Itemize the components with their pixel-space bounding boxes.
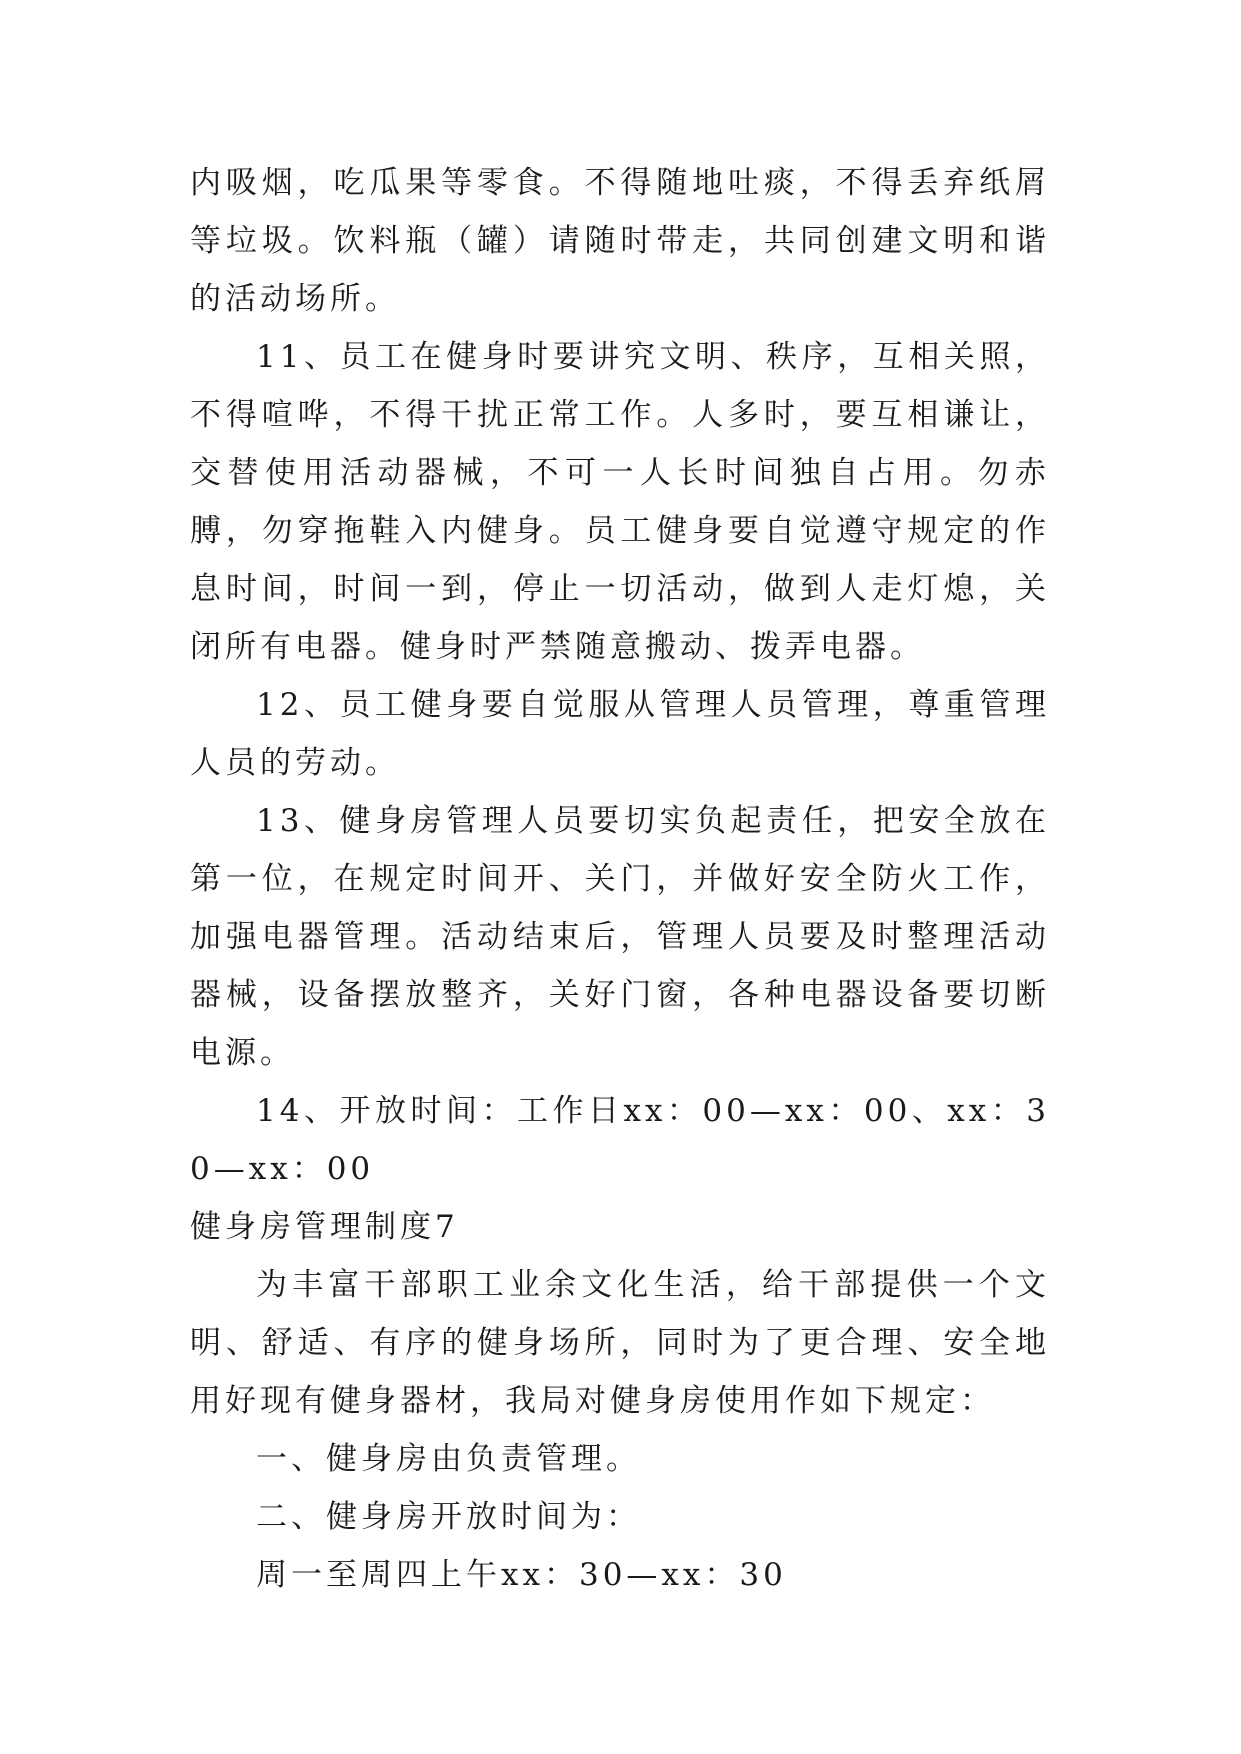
section-heading: 健身房管理制度7 — [190, 1209, 459, 1245]
paragraph-continuation: 内吸烟，吃瓜果等零食。不得随地吐痰，不得丢弃纸屑等垃圾。饮料瓶（罐）请随时带走，共同创建文明和谐的活动场所。 — [190, 165, 1050, 317]
paragraph-rule-12: 12、员工健身要自觉服从管理人员管理，尊重管理人员的劳动。 — [190, 687, 1050, 781]
paragraph-item-1: 一、健身房由负责管理。 — [256, 1441, 641, 1477]
paragraph-hours: 周一至周四上午xx：30—xx：30 — [256, 1557, 787, 1593]
paragraph-rule-11: 11、员工在健身时要讲究文明、秩序，互相关照，不得喧哗，不得干扰正常工作。人多时，要互相谦让，交替使用活动器械，不可一人长时间独自占用。勿赤膊，勿穿拖鞋入内健身。员工健身要自觉遵守规定的作息时间，时间一到，停止一切活动，做到人走灯熄，关闭所有电器。健身时严禁随意搬动、拨弄电器。 — [190, 339, 1050, 665]
paragraph-intro: 为丰富干部职工业余文化生活，给干部提供一个文明、舒适、有序的健身场所，同时为了更合理、安全地用好现有健身器材，我局对健身房使用作如下规定： — [190, 1267, 1050, 1419]
paragraph-rule-14: 14、开放时间：工作日xx：00—xx：00、xx：30—xx：00 — [190, 1093, 1050, 1187]
paragraph-rule-13: 13、健身房管理人员要切实负起责任，把安全放在第一位，在规定时间开、关门，并做好安全防火工作，加强电器管理。活动结束后，管理人员要及时整理活动器械，设备摆放整齐，关好门窗，各种电器设备要切断电源。 — [190, 803, 1050, 1071]
document-body — [190, 154, 1050, 1604]
paragraph-item-2: 二、健身房开放时间为： — [256, 1499, 641, 1535]
